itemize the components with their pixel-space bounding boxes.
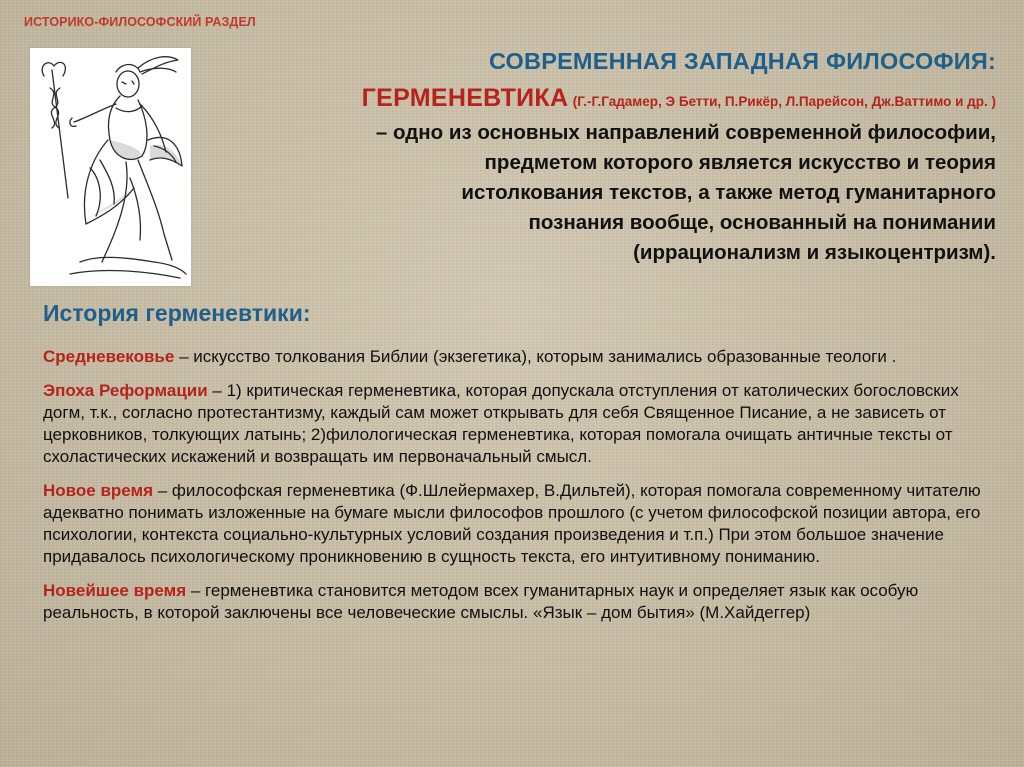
definition-line: истолкования текстов, а также метод гуманитарного — [461, 181, 996, 204]
period-name: Новое время — [43, 481, 154, 500]
section-label: ИСТОРИКО-ФИЛОСОФСКИЙ РАЗДЕЛ — [24, 15, 256, 29]
period-text: – философская герменевтика (Ф.Шлейермахер, В.Дильтей), которая помогала современному читателю адекватно понимать изложенные на бумаге мысли философов прошлого (с учетом философской позиции автора, его психологии, контекста социально-культурных условий создания произведения и т.п.) При этом большое значение придавалось психологическому проникновению в сущность текста, его интуитивному пониманию. — [43, 481, 981, 566]
definition-line: (иррационализм и языкоцентризм). — [633, 241, 996, 264]
history-periods — [43, 346, 993, 636]
hermes-illustration — [30, 48, 191, 286]
period-text: – искусство толкования Библии (экзегетика), которым занимались образованные теологи . — [174, 347, 897, 366]
main-title: СОВРЕМЕННАЯ ЗАПАДНАЯ ФИЛОСОФИЯ: — [488, 48, 996, 74]
header-block — [206, 44, 996, 268]
period-text: – 1) критическая герменевтика, которая допускала отступления от католических богословских догм, т.к., согласно протестантизму, каждый сам может открывать для себя Священное Писание, а не зависеть от церковников, толкующих латынь; 2)филологическая герменевтика, которая помогала очищать античные тексты от схоластических искажений и возвращать им первоначальный смысл. — [43, 381, 959, 466]
period-name: Средневековье — [43, 347, 175, 366]
period-name: Новейшее время — [43, 581, 187, 600]
history-heading: История герменевтики: — [43, 300, 311, 326]
term-line — [206, 82, 996, 118]
period-item — [43, 580, 993, 624]
definition-line: познания вообще, основанный на понимании — [528, 211, 996, 234]
term-authors: (Г.-Г.Гадамер, Э Бетти, П.Рикёр, Л.Парейсон, Дж.Ваттимо и др. ) — [572, 94, 996, 109]
period-item — [43, 380, 993, 468]
hermes-engraving-icon — [30, 48, 191, 286]
period-text: – герменевтика становится методом всех гуманитарных наук и определяет язык как особую реальность, в которой заключены все человеческие смыслы. «Язык – дом бытия» (М.Хайдеггер) — [43, 581, 919, 622]
term-heading: ГЕРМЕНЕВТИКА — [361, 84, 569, 112]
definition-line: предметом которого является искусство и теория — [484, 151, 996, 174]
period-item — [43, 480, 993, 568]
period-item — [43, 346, 993, 368]
definition-line: – одно из основных направлений современной философии, — [375, 121, 996, 144]
period-name: Эпоха Реформации — [43, 381, 208, 400]
